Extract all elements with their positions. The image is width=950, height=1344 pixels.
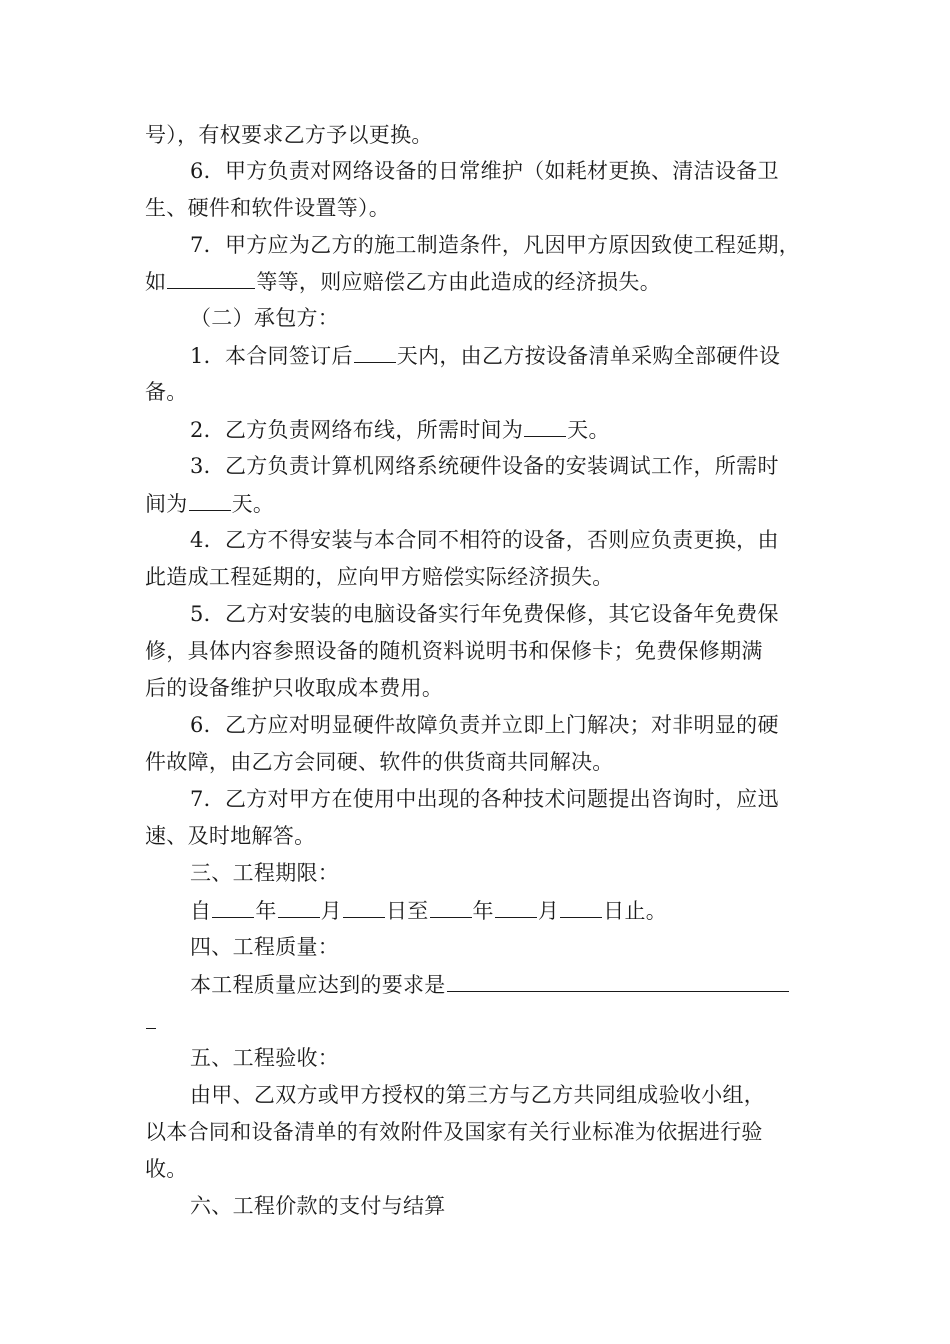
- blank-field: [354, 342, 396, 363]
- text-segment: 7．甲方应为乙方的施工制造条件，凡因甲方原因致使工程延期，: [190, 233, 801, 257]
- blank-field: [189, 490, 231, 511]
- text-line: [145, 379, 815, 405]
- text-segment: 天内，由乙方按设备清单采购全部硬件设: [396, 344, 781, 368]
- text-line: [145, 122, 815, 148]
- text-segment: 等等，则应赔偿乙方由此造成的经济损失。: [256, 270, 662, 294]
- text-segment: 7．乙方对甲方在使用中出现的各种技术问题提出咨询时，应迅: [190, 787, 779, 811]
- text-line: [190, 1082, 815, 1108]
- text-line: [145, 675, 815, 701]
- blank-field: [560, 897, 602, 918]
- text-line: [190, 232, 815, 258]
- text-segment: 三、工程期限：: [190, 861, 340, 885]
- blank-field: [430, 897, 472, 918]
- text-segment: 修，具体内容参照设备的随机资料说明书和保修卡；免费保修期满: [145, 639, 763, 663]
- text-segment: 由甲、乙双方或甲方授权的第三方与乙方共同组成验收小组，: [190, 1083, 766, 1107]
- section-heading: [190, 305, 815, 331]
- blank-field: [343, 897, 385, 918]
- text-segment: 3．乙方负责计算机网络系统硬件设备的安装调试工作，所需时: [190, 454, 779, 478]
- text-line: [145, 564, 815, 590]
- text-segment: 以本合同和设备清单的有效附件及国家有关行业标准为依据进行验: [145, 1120, 763, 1144]
- text-segment: 5．乙方对安装的电脑设备实行年免费保修，其它设备年免费保: [190, 602, 779, 626]
- text-segment: 六、工程价款的支付与结算: [190, 1194, 446, 1218]
- section-heading: [190, 1045, 815, 1071]
- text-line: [190, 342, 815, 369]
- text-segment: 速、及时地解答。: [145, 824, 316, 848]
- text-segment: 月: [320, 899, 342, 923]
- text-segment: 号），有权要求乙方予以更换。: [145, 123, 433, 147]
- text-segment: 后的设备维护只收取成本费用。: [145, 676, 444, 700]
- text-segment: 年: [472, 899, 494, 923]
- text-line: [145, 1008, 815, 1035]
- text-line: [145, 195, 815, 221]
- text-line: [190, 158, 815, 184]
- text-segment: 1．本合同签订后: [190, 344, 353, 368]
- text-segment: 年: [255, 899, 277, 923]
- text-line: [190, 786, 815, 812]
- text-segment: 五、工程验收：: [190, 1046, 340, 1070]
- text-segment: 件故障，由乙方会同硬、软件的供货商共同解决。: [145, 750, 614, 774]
- blank-field: [212, 897, 254, 918]
- text-segment: 天。: [567, 418, 610, 442]
- text-line: [190, 527, 815, 553]
- text-segment: 备。: [145, 380, 188, 404]
- text-segment: 自: [190, 899, 212, 923]
- section-heading: [190, 934, 815, 960]
- text-segment: （二）承包方：: [190, 306, 340, 330]
- text-segment: 日止。: [603, 899, 668, 923]
- blank-field: [495, 897, 537, 918]
- text-segment: 天。: [231, 492, 275, 516]
- text-line: [190, 416, 815, 443]
- text-segment: 6．甲方负责对网络设备的日常维护（如耗材更换、清洁设备卫: [190, 159, 779, 183]
- text-line: [190, 453, 815, 479]
- blank-field: [524, 416, 566, 437]
- blank-field: [167, 268, 255, 289]
- text-segment: 生、硬件和软件设置等）。: [145, 196, 391, 220]
- text-line: [190, 971, 815, 998]
- blank-field: [146, 1008, 156, 1029]
- text-line: [145, 1156, 815, 1182]
- text-line: [145, 638, 815, 664]
- text-segment: 2．乙方负责网络布线，所需时间为: [190, 418, 524, 442]
- text-segment: 月: [537, 899, 560, 923]
- text-segment: 日至: [385, 899, 429, 923]
- text-line: [145, 268, 815, 295]
- text-line: [145, 490, 815, 517]
- text-segment: 6．乙方应对明显硬件故障负责并立即上门解决；对非明显的硬: [190, 713, 779, 737]
- section-heading: [190, 1193, 815, 1219]
- text-line: [190, 712, 815, 738]
- text-segment: 四、工程质量：: [190, 935, 340, 959]
- text-line: [145, 1119, 815, 1145]
- text-segment: 间为: [145, 492, 188, 516]
- text-segment: 此造成工程延期的，应向甲方赔偿实际经济损失。: [145, 565, 614, 589]
- section-heading: [190, 860, 815, 886]
- text-line: [145, 823, 815, 849]
- text-segment: 本工程质量应达到的要求是: [190, 973, 446, 997]
- text-segment: 收。: [145, 1157, 188, 1181]
- text-line: [145, 749, 815, 775]
- text-segment: 4．乙方不得安装与本合同不相符的设备，否则应负责更换，由: [190, 528, 779, 552]
- blank-field: [447, 971, 789, 992]
- blank-field: [278, 897, 320, 918]
- text-line: [190, 601, 815, 627]
- text-line: [190, 897, 815, 924]
- text-segment: 如: [145, 270, 167, 294]
